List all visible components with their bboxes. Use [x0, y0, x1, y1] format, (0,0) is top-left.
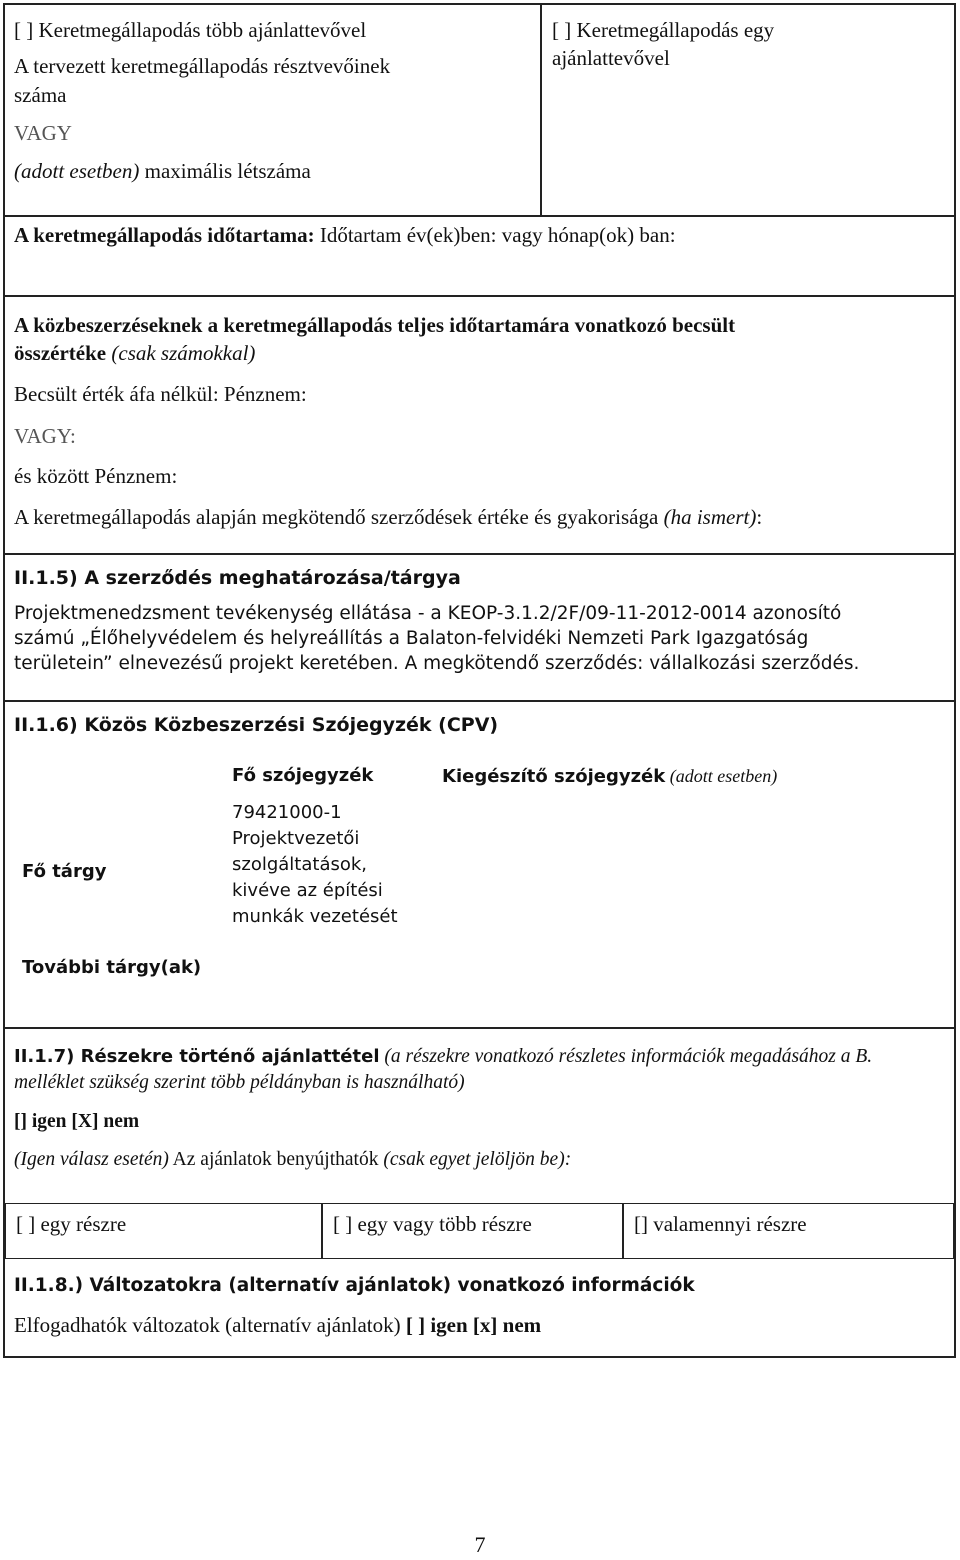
variants-answer: [ ] igen [x] nem	[405, 1312, 542, 1337]
subject-rule	[3, 700, 956, 702]
contracts-label: A keretmegállapodás alapján megkötendő szerződések értéke és gyakorisága	[14, 504, 659, 529]
contracts-colon: :	[756, 504, 763, 529]
framework-single-label-2: ajánlattevővel	[552, 46, 670, 71]
lot-option-one-label: [ ] egy részre	[16, 1212, 127, 1236]
estimate-title-1: A közbeszerzéseknek a keretmegállapodás teljes időtartamára vonatkozó becsült	[14, 313, 736, 337]
framework-single	[552, 16, 946, 73]
framework-multi	[14, 16, 530, 186]
lot-option-all-label: [] valamennyi részre	[634, 1212, 807, 1236]
cpv-rule	[3, 1027, 956, 1029]
cpv-supp-header-bold: Kiegészítő szójegyzék	[442, 766, 666, 787]
cpv-desc-3: kivéve az építési	[232, 880, 383, 902]
lot-option-all[interactable]	[623, 1203, 954, 1259]
max-prefix: (adott esetben)	[14, 159, 140, 184]
estimate-title-italic: (csak számokkal)	[111, 341, 256, 366]
subject-heading: II.1.5) A szerződés meghatározása/tárgya	[14, 567, 461, 589]
duration-rest: Időtartam év(ek)ben: vagy hónap(ok) ban:	[319, 223, 676, 247]
estimate-block	[14, 311, 946, 531]
subject-line-3: területein” elnevezésű projekt keretében. A megkötendő szerződés: vállalkozási szerződés.	[14, 652, 860, 674]
lot-option-multi[interactable]	[322, 1203, 623, 1259]
lots-if-yes-text: Az ajánlatok benyújthatók	[172, 1148, 379, 1170]
duration-rule	[3, 295, 956, 297]
estimate-title-2: összértéke	[14, 341, 107, 366]
participants-label-1: A tervezett keretmegállapodás résztvevőinek	[14, 54, 391, 79]
cpv-desc-4: munkák vezetését	[232, 906, 398, 928]
cpv-main-header: Fő szójegyzék	[232, 765, 374, 786]
variants-label: Elfogadhatók változatok (alternatív ajánlatok)	[14, 1312, 401, 1337]
cpv-supp-header-italic: (adott esetben)	[669, 766, 778, 786]
lots-if-yes-italic-2: (csak egyet jelöljön be):	[383, 1148, 572, 1170]
lots-heading-italic-2: melléklet szükség szerint több példányban is használható)	[14, 1072, 465, 1094]
subject-block	[14, 566, 946, 677]
framework-mid-rule	[3, 215, 956, 217]
duration-bold: A keretmegállapodás időtartama:	[14, 223, 315, 247]
lots-heading-italic-1: (a részekre vonatkozó részletes információk megadásához a B.	[384, 1046, 873, 1067]
lot-option-one[interactable]	[5, 1203, 322, 1259]
cpv-desc-1: Projektvezetői	[232, 828, 360, 850]
estimate-value-label: Becsült érték áfa nélkül: Pénznem:	[14, 381, 307, 406]
lots-if-yes: (Igen válasz esetén)	[14, 1148, 169, 1170]
lot-option-multi-label: [ ] egy vagy több részre	[333, 1212, 532, 1236]
framework-multi-label: [ ] Keretmegállapodás több ajánlattevővel	[14, 18, 367, 42]
estimate-range-label: és között Pénznem:	[14, 464, 178, 489]
cpv-main-object: Fő tárgy	[22, 861, 107, 882]
framework-single-label-1: [ ] Keretmegállapodás egy	[552, 18, 775, 42]
cpv-supp-header	[442, 764, 946, 789]
lots-heading: II.1.7) Részekre történő ajánlattétel	[14, 1046, 380, 1067]
estimate-rule	[3, 553, 956, 555]
estimate-or: VAGY:	[14, 424, 76, 449]
duration-row	[14, 221, 946, 249]
page-number: 7	[474, 1532, 486, 1557]
cpv-code: 79421000-1	[232, 802, 342, 823]
cpv-main-code	[232, 800, 432, 930]
cpv-desc-2: szolgáltatások,	[232, 854, 368, 876]
framework-divider	[540, 3, 542, 215]
contracts-italic: (ha ismert)	[663, 504, 757, 529]
lots-block	[14, 1044, 946, 1173]
lots-answer: [] igen [X] nem	[14, 1110, 140, 1132]
cpv-additional: További tárgy(ak)	[22, 957, 202, 978]
framework-or: VAGY	[14, 121, 72, 146]
variants-heading: II.1.8.) Változatokra (alternatív ajánlatok) vonatkozó információk	[14, 1275, 695, 1296]
max-label: maximális létszáma	[144, 159, 311, 184]
subject-line-2: számú „Élőhelyvédelem és helyreállítás a Balaton-felvidéki Nemzeti Park Igazgatóság	[14, 627, 809, 649]
variants-block	[14, 1274, 946, 1339]
framework-max	[14, 157, 530, 185]
participants-label-2: száma	[14, 82, 67, 107]
cpv-heading: II.1.6) Közös Közbeszerzési Szójegyzék (CPV)	[14, 714, 499, 736]
subject-line-1: Projektmenedzsment tevékenység ellátása - a KEOP-3.1.2/2F/09-11-2012-0014 azonosító	[14, 602, 842, 624]
